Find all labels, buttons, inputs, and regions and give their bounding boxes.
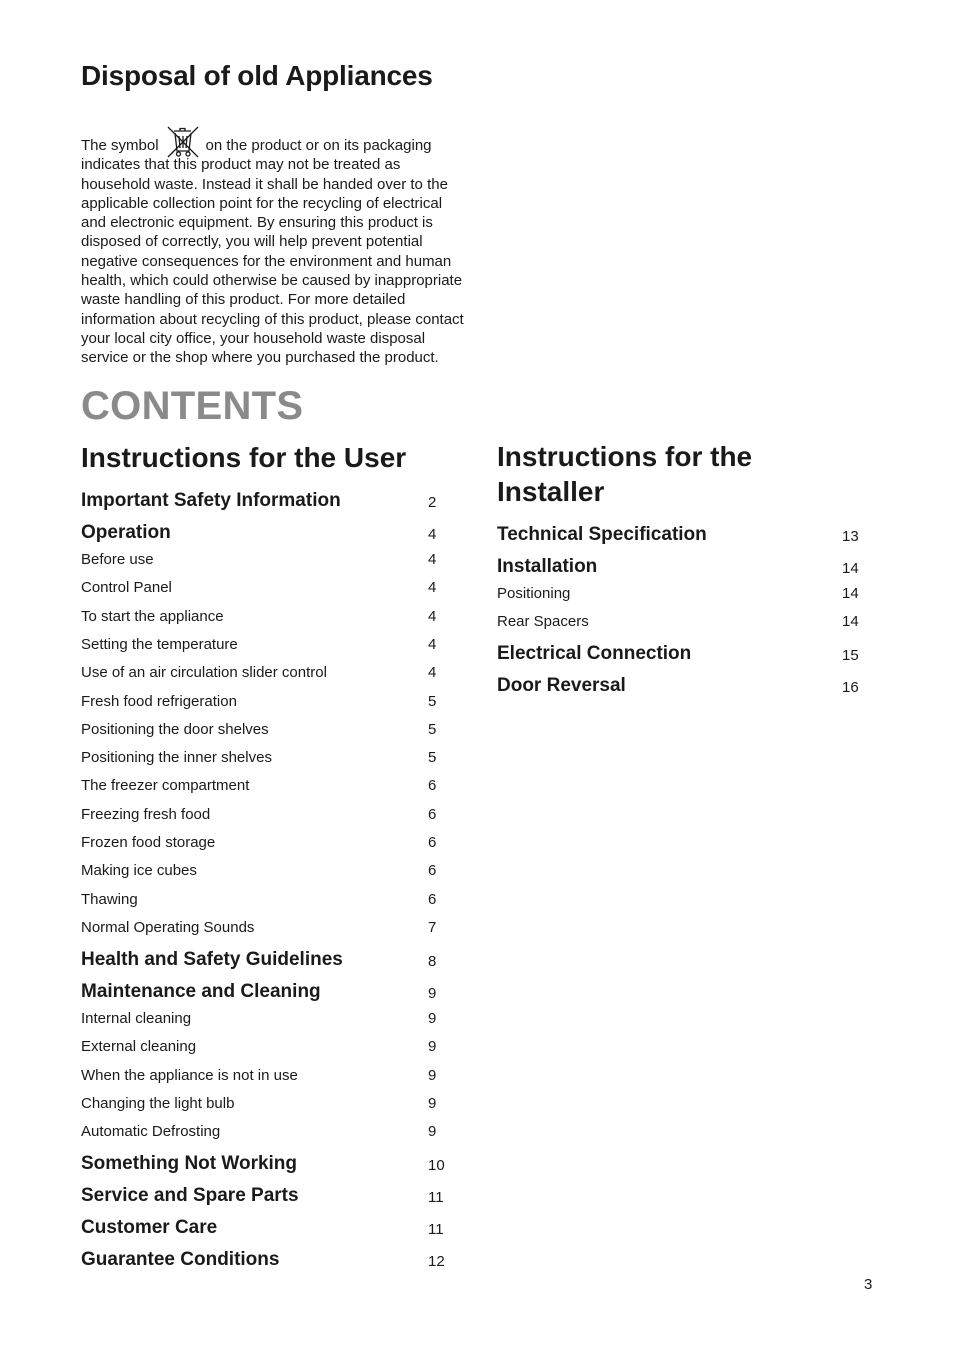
- toc-entry-page: 8: [428, 952, 437, 970]
- toc-entry-page: 14: [842, 560, 859, 577]
- toc-entry-label: Positioning the inner shelves: [81, 749, 272, 767]
- toc-entry-page: 14: [842, 613, 859, 631]
- toc-entry-label: Setting the temperature: [81, 635, 238, 653]
- toc-entry-page: 4: [428, 664, 437, 682]
- toc-entry-label: Door Reversal: [497, 675, 626, 697]
- toc-entry-label: Positioning the door shelves: [81, 720, 269, 738]
- toc-entry-label: Service and Spare Parts: [81, 1185, 299, 1207]
- toc-entry-page: 4: [428, 607, 437, 625]
- toc-entry-page: 15: [842, 647, 859, 665]
- toc-entry-label: Thawing: [81, 890, 138, 908]
- toc-entry-page: 9: [428, 1038, 437, 1056]
- toc-entry-label: Control Panel: [81, 579, 172, 597]
- toc-entry-page: 4: [428, 551, 437, 568]
- toc-entry-label: Something Not Working: [81, 1153, 298, 1175]
- toc-entry-page: 6: [428, 777, 437, 795]
- toc-entry-page: 10: [428, 1157, 445, 1175]
- toc-entry-page: 9: [428, 1094, 437, 1112]
- toc-entry-label: The freezer compartment: [81, 777, 250, 795]
- toc-entry-page: 7: [428, 918, 437, 936]
- toc-entry-label: Operation: [81, 522, 171, 543]
- toc-entry-label: Important Safety Information: [81, 490, 341, 511]
- toc-entry-page: 11: [428, 1221, 444, 1239]
- toc-entry-label: Internal cleaning: [81, 1009, 192, 1027]
- toc-entry-page: 13: [842, 528, 859, 545]
- toc-entry-page: 9: [428, 984, 437, 1002]
- disposal-text-rest: on the product or on its packaging indicates that this product may not be treated as household waste. Instead it shall be handed over to the applicable collection point for the recycling of electrical and electronic equipment. By ensuring this product is disposed of correctly, you will help prevent potential negative consequences for the environment and human health, which could otherwise be caused by inappropriate waste handling of this product. For more detailed information about recycling of this product, please contact your local city office, your household waste disposal service or the shop where you purchased the product.: [81, 137, 464, 367]
- toc-entry-page: 4: [428, 526, 437, 543]
- toc-entry-label: Customer Care: [81, 1217, 218, 1239]
- installer-toc-list: [497, 0, 877, 1351]
- toc-entry-label: Electrical Connection: [497, 643, 692, 665]
- toc-entry-label: When the appliance is not in use: [81, 1066, 298, 1084]
- toc-entry-label: Positioning: [497, 585, 571, 602]
- toc-entry-label: To start the appliance: [81, 607, 224, 625]
- contents-heading: CONTENTS: [81, 384, 304, 428]
- toc-entry-label: Automatic Defrosting: [81, 1123, 221, 1141]
- user-toc-list: [81, 0, 461, 1351]
- toc-entry-label: Making ice cubes: [81, 862, 197, 880]
- toc-entry-label: Changing the light bulb: [81, 1094, 235, 1112]
- toc-entry-label: Before use: [81, 551, 154, 568]
- toc-entry-page: 4: [428, 635, 437, 653]
- toc-entry-page: 6: [428, 834, 437, 851]
- toc-entry-page: 11: [428, 1189, 444, 1207]
- disposal-heading: Disposal of old Appliances: [81, 60, 433, 91]
- toc-entry-label: Frozen food storage: [81, 834, 216, 851]
- toc-entry-page: 6: [428, 805, 437, 823]
- user-section-heading: Instructions for the User: [81, 442, 407, 473]
- toc-entry-label: Health and Safety Guidelines: [81, 948, 343, 970]
- toc-entry-label: Guarantee Conditions: [81, 1249, 280, 1271]
- toc-entry-page: 6: [428, 862, 437, 880]
- toc-entry-label: Maintenance and Cleaning: [81, 980, 321, 1002]
- page-number: 3: [864, 1276, 873, 1293]
- toc-entry-page: 5: [428, 720, 437, 738]
- toc-entry-page: 9: [428, 1009, 437, 1027]
- toc-entry-page: 12: [428, 1253, 445, 1271]
- toc-entry-page: 5: [428, 749, 437, 767]
- toc-entry-label: Technical Specification: [497, 524, 707, 545]
- toc-entry-page: 4: [428, 579, 437, 597]
- toc-entry-page: 9: [428, 1066, 437, 1084]
- toc-entry-label: External cleaning: [81, 1038, 197, 1056]
- toc-entry-label: Use of an air circulation slider control: [81, 664, 327, 682]
- toc-entry-page: 2: [428, 494, 437, 511]
- toc-entry-label: Fresh food refrigeration: [81, 692, 237, 710]
- toc-entry-label: Normal Operating Sounds: [81, 918, 255, 936]
- toc-entry-page: 6: [428, 890, 437, 908]
- installer-section-heading: Instructions for the Installer: [497, 441, 753, 507]
- disposal-text-start: The symbol: [81, 137, 159, 154]
- toc-entry-label: Rear Spacers: [497, 613, 589, 631]
- toc-entry-page: 5: [428, 692, 437, 710]
- toc-entry-label: Freezing fresh food: [81, 805, 211, 823]
- toc-entry-page: 14: [842, 585, 859, 602]
- toc-entry-page: 16: [842, 679, 859, 697]
- toc-entry-label: Installation: [497, 556, 598, 577]
- toc-entry-page: 9: [428, 1123, 437, 1141]
